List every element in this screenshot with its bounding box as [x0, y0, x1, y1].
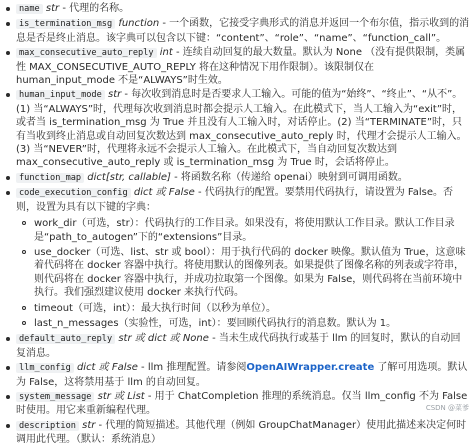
list-item [4, 46, 470, 87]
param-type: function [118, 18, 160, 30]
param-description: last_n_messages（实验性，可选，int）：要回顾代码执行的消息数。默认为 1。 [34, 317, 397, 329]
param-description: work_dir（可选，str）：代码执行的工作目录。如果没有，将使用默认工作目录。默认工作目录是“path_to_autogen”下的“extensions”目录。 [34, 218, 455, 243]
bullet-icon [6, 22, 10, 26]
param-type: dict 或 False [76, 362, 138, 374]
list-item [4, 419, 470, 447]
param-name: function_map [16, 173, 84, 183]
param-type: str [45, 3, 60, 14]
param-description: - llm 推理配置。请参阅 [137, 362, 247, 374]
bullet-icon [6, 424, 10, 428]
param-type: str [107, 89, 122, 101]
list-item [4, 186, 470, 330]
parameter-list [4, 2, 470, 448]
param-type: str 或 List [97, 390, 145, 402]
param-name: default_auto_reply [16, 334, 115, 344]
bullet-icon [6, 366, 10, 370]
list-item [4, 2, 470, 16]
param-description: - 一个函数，它接受字典形式的消息并返回一个布尔值，指示收到的消息是否是终止消息。该字典可以包含以下键：“content”、“role”、“name”、“function_call”。 [16, 18, 470, 44]
bullet-icon [6, 176, 10, 180]
sub-list-item [16, 246, 470, 300]
param-description: - 代理的简短描述。其他代理（例如 GroupChatManager）使用此描述来决定何时调用此代理。（默认：系统消息） [16, 419, 467, 446]
hollow-bullet-icon [22, 221, 26, 225]
sub-list-item [16, 302, 470, 315]
param-description: - 将函数名称（传递给 openai）映射到可调用函数。 [170, 171, 408, 183]
bullet-icon [6, 7, 10, 11]
list-item [4, 171, 470, 185]
param-description: - 连续自动回复的最大数量。默认为 None （没有提供限制，类属性 MAX_CONSECUTIVE_AUTO_REPLY 将在这种情况下用作限制）。该限制仅在 human_input_mode 不是“ALWAYS”时生效。 [16, 47, 466, 87]
param-name: is_termination_msg [16, 19, 115, 29]
param-description: - 代理的名称。 [59, 3, 130, 14]
param-type: dict 或 False [133, 187, 195, 199]
hollow-bullet-icon [22, 250, 26, 254]
list-item [4, 361, 470, 389]
bullet-icon [6, 51, 10, 55]
bullet-icon [6, 93, 10, 97]
param-name: max_consecutive_auto_reply [16, 48, 157, 58]
param-description: - 当未生成代码执行或基于 llm 的回复时，默认的自动回复消息。 [16, 333, 461, 359]
bullet-icon [6, 337, 10, 341]
param-description: - 用于 ChatCompletion 推理的系统消息。仅当 llm_config 不为 False 时使用。用它来重新编程代理。 [16, 390, 468, 417]
param-description: - 代码执行的配置。要禁用代码执行，请设置为 False。否则，设置为具有以下键的字典： [16, 187, 454, 213]
hollow-bullet-icon [22, 306, 26, 310]
param-name: name [16, 4, 43, 14]
bullet-icon [6, 191, 10, 195]
param-description: timeout（可选，int）：最大执行时间（以秒为单位）。 [34, 302, 277, 314]
bullet-icon [6, 395, 10, 399]
list-item [4, 332, 470, 360]
watermark: CSDN @菜爹 [425, 403, 469, 412]
param-name: human_input_mode [16, 90, 105, 100]
param-type: int [159, 47, 173, 59]
param-name: system_message [16, 392, 94, 402]
param-name: code_execution_config [16, 188, 131, 198]
param-description: - 每次收到消息时是否要求人工输入。可能的值为“始终”、“终止”、“从不”。 (1) 当“ALWAYS”时，代理每次收到消息时都会提示人工输入。在此模式下，当人工输入为“exit”时，或者当 is_termination_msg 为 True 并且没有人工输入时，对话停止。(2) 当“TERMINATE”时，只有当收到终止消息或自动回复次数达到 max_consecutive_auto_reply 时，代理才会提示人工输入。(3) 当“NEVER”时，代理将永远不会提示人工输入。在此模式下，当自动回复次数达到 max_consecutive_auto_reply 或 is_termination_msg 为 True 时，会话将停止。 [16, 89, 467, 169]
param-name: description [16, 421, 79, 431]
hollow-bullet-icon [22, 321, 26, 325]
param-description: 了解可用选项。默认为 False，这将禁用基于 llm 的自动回复。 [16, 362, 468, 388]
sub-list-item [16, 317, 470, 330]
list-item [4, 390, 470, 418]
list-item [4, 17, 470, 45]
api-link[interactable]: OpenAIWrapper.create [246, 362, 375, 374]
param-type: str [82, 419, 96, 431]
sub-list [16, 217, 470, 330]
param-name: llm_config [16, 363, 74, 373]
list-item [4, 88, 470, 169]
param-type: dict[str, callable] [87, 171, 171, 183]
param-type: str 或 dict 或 None [118, 333, 209, 345]
param-description: use_docker（可选、list、str 或 bool）：用于执行代码的 docker 映像。默认值为 True，这意味着代码将在 docker 容器中执行。将使用默认的图像列表。如果提供了图像名称的列表或字符串，则代码将在 docker 容器中执行，并成功拉取第一个图像。如果为 False，则代码将在当前环境中执行。我们强烈建议使用 docker 来执行代码。 [34, 246, 466, 299]
sub-list-item [16, 217, 470, 244]
